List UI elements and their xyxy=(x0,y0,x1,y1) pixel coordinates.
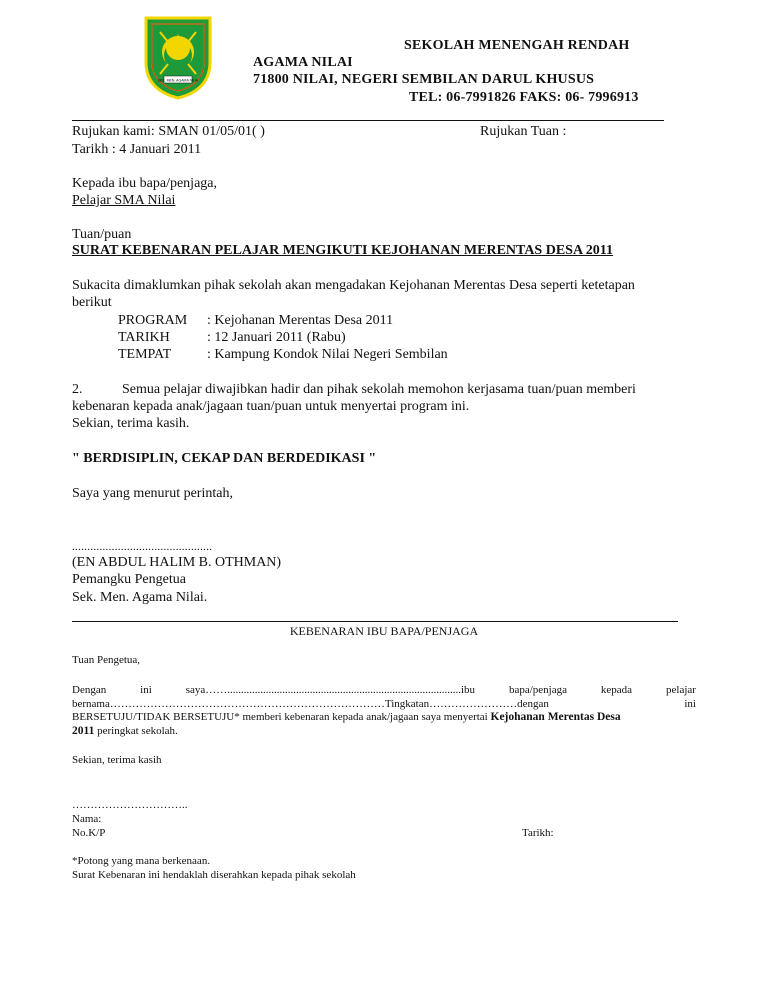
slip-signature-line: ………………………….. xyxy=(72,799,188,811)
school-name-line2: AGAMA NILAI xyxy=(253,55,353,70)
slip-footnote: *Potong yang mana berkenaan. xyxy=(72,855,211,867)
slip-row4 xyxy=(72,725,178,737)
slip-row1 xyxy=(72,684,696,696)
letter-date: Tarikh : 4 Januari 2011 xyxy=(72,142,202,157)
logo-text: SEK. MEN. AGAMA NILAI xyxy=(157,78,199,83)
slip-thanks: Sekian, terima kasih xyxy=(72,754,162,766)
salutation: Tuan/puan xyxy=(72,227,132,242)
signatory-title: Pemangku Pengetua xyxy=(72,572,186,587)
slip-row2-word: ini xyxy=(684,698,696,710)
slip-student-name-blank: bernama…………………………………………………………………Tingkatan……………………dengan xyxy=(72,698,549,710)
slip-level-text: peringkat sekolah. xyxy=(94,725,178,737)
slip-submission-note: Surat Kebenaran ini hendaklah diserahkan kepada pihak sekolah xyxy=(72,869,356,881)
signature-line: .............................................. xyxy=(72,541,213,553)
para2-line2: kebenaran kepada anak/jagaan tuan/puan untuk menyertai program ini. xyxy=(72,399,470,414)
recipient-line1: Kepada ibu bapa/penjaga, xyxy=(72,176,217,191)
slip-row1-word: bapa/penjaga xyxy=(508,684,567,696)
slip-row1-word: kepada xyxy=(600,684,633,696)
letter-subject: SURAT KEBENARAN PELAJAR MENGIKUTI KEJOHANAN MERENTAS DESA 2011 xyxy=(72,243,614,258)
detail-label-venue: TEMPAT xyxy=(118,347,172,362)
your-reference: Rujukan Tuan : xyxy=(480,124,567,139)
slip-title: KEBENARAN IBU BAPA/PENJAGA xyxy=(289,624,479,638)
para2-line3: Sekian, terima kasih. xyxy=(72,416,190,431)
school-motto: " BERDISIPLIN, CEKAP DAN BERDEDIKASI " xyxy=(72,451,377,466)
intro-line1: Sukacita dimaklumkan pihak sekolah akan mengadakan Kejohanan Merentas Desa seperti ketetapan xyxy=(72,278,635,293)
slip-name-label: Nama: xyxy=(72,813,102,825)
school-name-line1: SEKOLAH MENENGAH RENDAH xyxy=(404,38,630,53)
slip-row2 xyxy=(72,698,696,710)
recipient-line2: Pelajar SMA Nilai xyxy=(72,193,176,208)
detail-value-program: : Kejohanan Merentas Desa 2011 xyxy=(207,313,394,328)
para2-number: 2. xyxy=(72,382,83,397)
header-divider xyxy=(72,120,664,121)
slip-date-label: Tarikh: xyxy=(522,827,554,839)
slip-event-year: 2011 xyxy=(72,725,95,737)
slip-ic-label: No.K/P xyxy=(72,827,106,839)
slip-row1-word: pelajar xyxy=(666,684,696,696)
slip-row3 xyxy=(72,711,621,723)
signatory-school: Sek. Men. Agama Nilai. xyxy=(72,590,208,605)
detail-label-date: TARIKH xyxy=(118,330,170,345)
slip-row1-word: Dengan xyxy=(72,684,107,696)
detail-value-venue: : Kampung Kondok Nilai Negeri Sembilan xyxy=(207,347,448,362)
para2-line1: Semua pelajar diwajibkan hadir dan pihak sekolah memohon kerjasama tuan/puan memberi xyxy=(122,382,636,397)
detail-label-program: PROGRAM xyxy=(118,313,188,328)
school-logo xyxy=(138,12,218,100)
slip-parent-name-blank: saya…….....................................................................................ibu xyxy=(185,684,476,696)
intro-line2: berikut xyxy=(72,295,112,310)
detail-value-date: : 12 Januari 2011 (Rabu) xyxy=(207,330,346,345)
school-address: 71800 NILAI, NEGERI SEMBILAN DARUL KHUSUS xyxy=(253,72,595,87)
school-contact: TEL: 06-7991826 FAKS: 06- 7996913 xyxy=(409,90,639,105)
our-reference: Rujukan kami: SMAN 01/05/01( ) xyxy=(72,124,265,139)
slip-event-name: Kejohanan Merentas Desa xyxy=(490,711,621,723)
slip-salutation: Tuan Pengetua, xyxy=(72,654,141,666)
slip-consent-text: BERSETUJU/TIDAK BERSETUJU* memberi kebenaran kepada anak/jagaan saya menyertai xyxy=(72,711,491,723)
signatory-name: (EN ABDUL HALIM B. OTHMAN) xyxy=(72,555,282,570)
slip-row1-word: ini xyxy=(140,684,152,696)
closing-phrase: Saya yang menurut perintah, xyxy=(72,486,233,501)
slip-divider xyxy=(72,621,678,622)
